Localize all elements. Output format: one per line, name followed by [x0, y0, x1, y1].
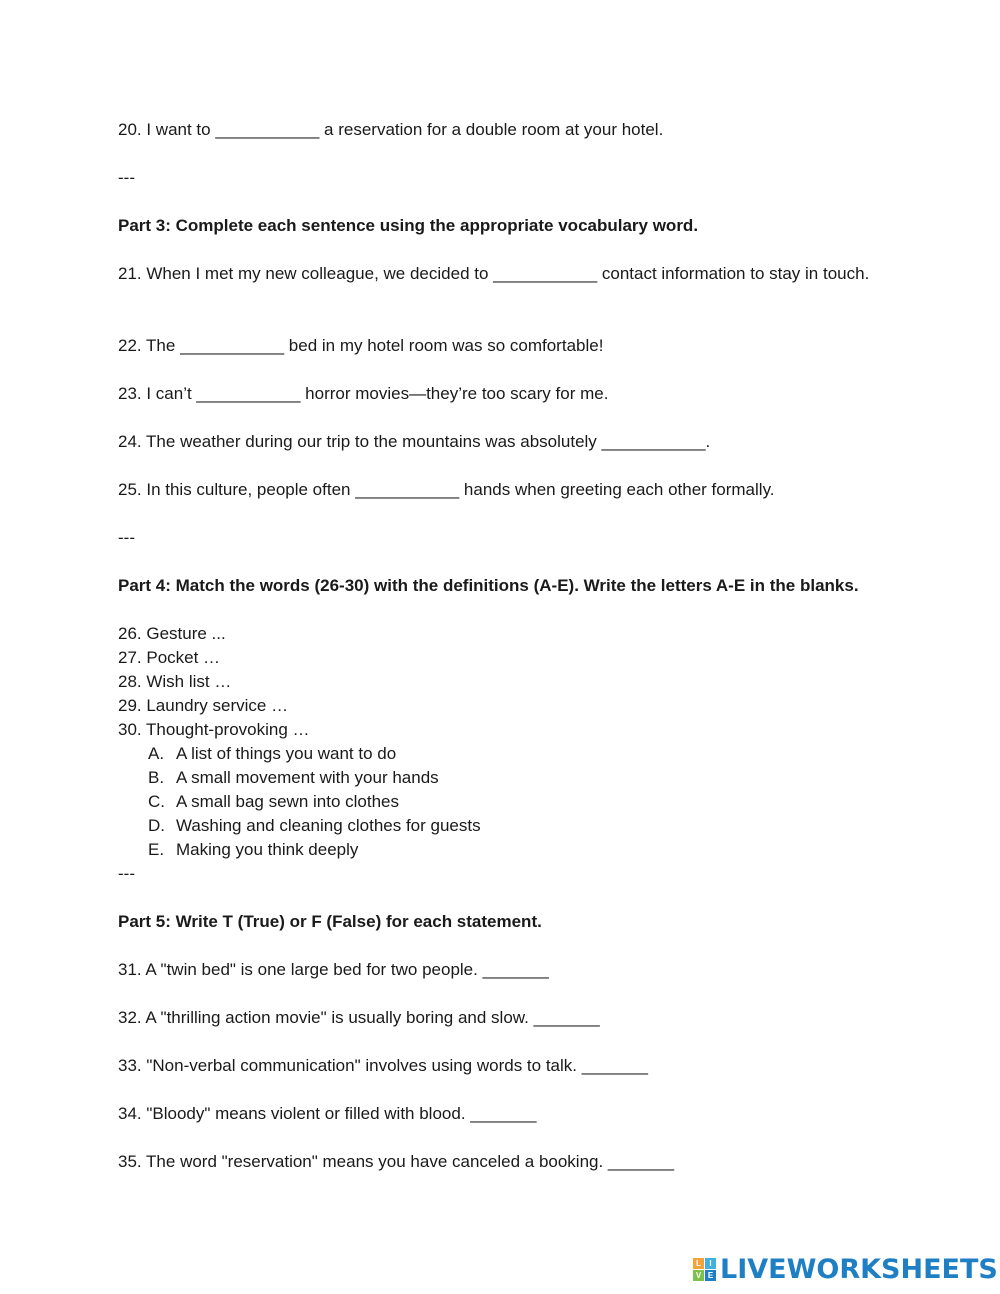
logo-tile: I — [705, 1258, 716, 1269]
definition-text: Making you think deeply — [176, 840, 359, 859]
logo-icon — [693, 1258, 716, 1281]
statement-35: 35. The word "reservation" means you have canceled a booking. _______ — [118, 1152, 675, 1171]
logo-text: LIVEWORKSHEETS — [720, 1253, 998, 1285]
definition-text: Washing and cleaning clothes for guests — [176, 816, 481, 835]
statement-33: 33. "Non-verbal communication" involves using words to talk. _______ — [118, 1056, 648, 1075]
separator: --- — [118, 528, 135, 547]
part4-heading: Part 4: Match the words (26-30) with the definitions (A-E). Write the letters A-E in the blanks. — [118, 576, 859, 595]
logo-tile: L — [693, 1258, 704, 1269]
question-25: 25. In this culture, people often ___________ hands when greeting each other formally. — [118, 480, 775, 499]
definition-letter: B. — [148, 768, 165, 787]
logo-tile: V — [693, 1270, 704, 1281]
question-23: 23. I can’t ___________ horror movies—they’re too scary for me. — [118, 384, 609, 403]
match-item-27: 27. Pocket … — [118, 648, 221, 667]
statement-32: 32. A "thrilling action movie" is usually boring and slow. _______ — [118, 1008, 600, 1027]
definition-letter: D. — [148, 816, 165, 835]
definition-d — [148, 814, 481, 838]
definition-a — [148, 742, 396, 766]
definition-text: A small movement with your hands — [176, 768, 439, 787]
part3-heading: Part 3: Complete each sentence using the appropriate vocabulary word. — [118, 216, 699, 235]
definition-text: A list of things you want to do — [176, 744, 397, 763]
separator: --- — [118, 168, 135, 187]
question-22: 22. The ___________ bed in my hotel room was so comfortable! — [118, 336, 604, 355]
definition-letter: C. — [148, 792, 165, 811]
match-item-30: 30. Thought-provoking … — [118, 720, 310, 739]
separator: --- — [118, 864, 135, 883]
match-item-28: 28. Wish list … — [118, 672, 232, 691]
definition-c — [148, 790, 399, 814]
definition-text: A small bag sewn into clothes — [176, 792, 400, 811]
definition-e — [148, 838, 358, 862]
statement-31: 31. A "twin bed" is one large bed for two people. _______ — [118, 960, 549, 979]
logo-tile: E — [705, 1270, 716, 1281]
liveworksheets-logo — [693, 1254, 998, 1284]
match-item-29: 29. Laundry service … — [118, 696, 289, 715]
question-21: 21. When I met my new colleague, we decided to ___________ contact information to stay in touch. — [118, 264, 870, 283]
question-20: 20. I want to ___________ a reservation for a double room at your hotel. — [118, 120, 664, 139]
definition-letter: E. — [148, 840, 165, 859]
part5-heading: Part 5: Write T (True) or F (False) for each statement. — [118, 912, 542, 931]
definition-b — [148, 766, 439, 790]
question-24: 24. The weather during our trip to the mountains was absolutely ___________. — [118, 432, 711, 451]
match-item-26: 26. Gesture ... — [118, 624, 226, 643]
statement-34: 34. "Bloody" means violent or filled with blood. _______ — [118, 1104, 537, 1123]
definition-letter: A. — [148, 744, 165, 763]
